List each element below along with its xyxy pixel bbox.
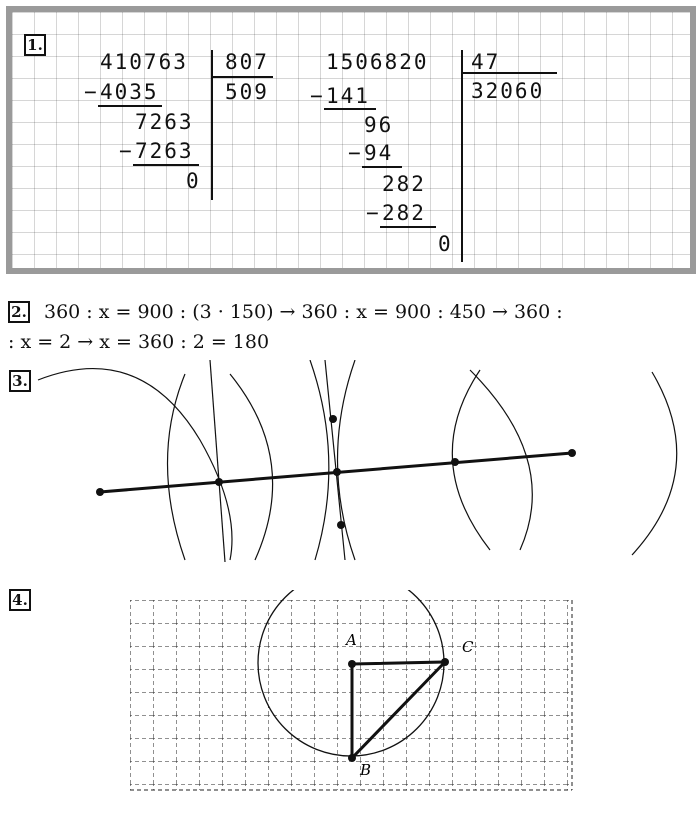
div2-minus-sign-2: − bbox=[348, 141, 363, 165]
div2-step-5: 282 bbox=[382, 201, 426, 225]
div2-step-2: 96 bbox=[364, 113, 394, 137]
vertex-a-dot bbox=[348, 660, 356, 668]
arc-intersection-top bbox=[329, 415, 337, 423]
div2-step-4: 282 bbox=[382, 172, 426, 196]
div1-quotient: 509 bbox=[225, 80, 269, 104]
arc-left-large bbox=[38, 369, 232, 560]
div2-dividend: 1506820 bbox=[326, 50, 429, 74]
perpendicular-left bbox=[210, 360, 225, 562]
task1-long-division-panel bbox=[6, 6, 696, 274]
div1-minus-sign: − bbox=[84, 80, 99, 104]
div1-remainder: 0 bbox=[186, 169, 201, 193]
div1-step-3-underline bbox=[133, 164, 199, 166]
div1-dividend: 410763 bbox=[100, 50, 188, 74]
task2-line-1: 360 : x = 900 : (3 · 150) → 360 : x = 900 : 450 → 360 : bbox=[44, 301, 563, 323]
arc-mid-1 bbox=[310, 360, 329, 560]
div2-step-3-underline bbox=[362, 166, 402, 168]
segment-endpoint-right bbox=[568, 449, 576, 457]
div1-step-1-underline bbox=[98, 105, 162, 107]
vertex-b-dot bbox=[348, 754, 356, 762]
div2-step-1: 141 bbox=[326, 84, 370, 108]
arc-intersection-bottom bbox=[337, 521, 345, 529]
arc-right-large bbox=[632, 372, 677, 555]
div2-vertical-bar bbox=[461, 50, 463, 262]
div2-minus-sign-3: − bbox=[366, 201, 381, 225]
division-point-1 bbox=[215, 478, 223, 486]
label-b: B bbox=[360, 761, 372, 779]
div2-step-5-underline bbox=[380, 226, 436, 228]
division-point-2 bbox=[333, 468, 341, 476]
task4-triangle-drawing bbox=[0, 590, 700, 800]
div2-step-1-underline bbox=[324, 108, 376, 110]
div2-minus-sign: − bbox=[310, 84, 325, 108]
div1-vertical-bar bbox=[211, 50, 213, 200]
task3-label: 3. bbox=[9, 370, 31, 392]
div1-step-1: 4035 bbox=[100, 80, 159, 104]
div2-divisor: 47 bbox=[471, 50, 501, 74]
label-c: C bbox=[462, 638, 474, 656]
segment-endpoint-left bbox=[96, 488, 104, 496]
div2-remainder: 0 bbox=[438, 232, 453, 256]
task1-label: 1. bbox=[24, 34, 46, 56]
task2-label: 2. bbox=[8, 301, 30, 323]
arc-mid-2 bbox=[338, 360, 356, 560]
task4-label: 4. bbox=[9, 589, 31, 611]
task3-construction-drawing bbox=[0, 360, 700, 565]
div1-step-2: 7263 bbox=[135, 110, 194, 134]
div1-divisor-underline bbox=[211, 76, 273, 78]
div1-step-3: 7263 bbox=[135, 139, 194, 163]
div2-quotient: 32060 bbox=[471, 79, 545, 103]
arc-left-outer bbox=[230, 374, 273, 560]
div1-minus-sign-2: − bbox=[119, 139, 134, 163]
vertex-c-dot bbox=[441, 658, 449, 666]
label-a: A bbox=[346, 631, 357, 649]
div2-step-3: 94 bbox=[364, 141, 394, 165]
task2-line-2: : x = 2 → x = 360 : 2 = 180 bbox=[8, 331, 270, 353]
perpendicular-mid bbox=[325, 360, 345, 560]
div1-divisor: 807 bbox=[225, 50, 269, 74]
division-point-3 bbox=[451, 458, 459, 466]
